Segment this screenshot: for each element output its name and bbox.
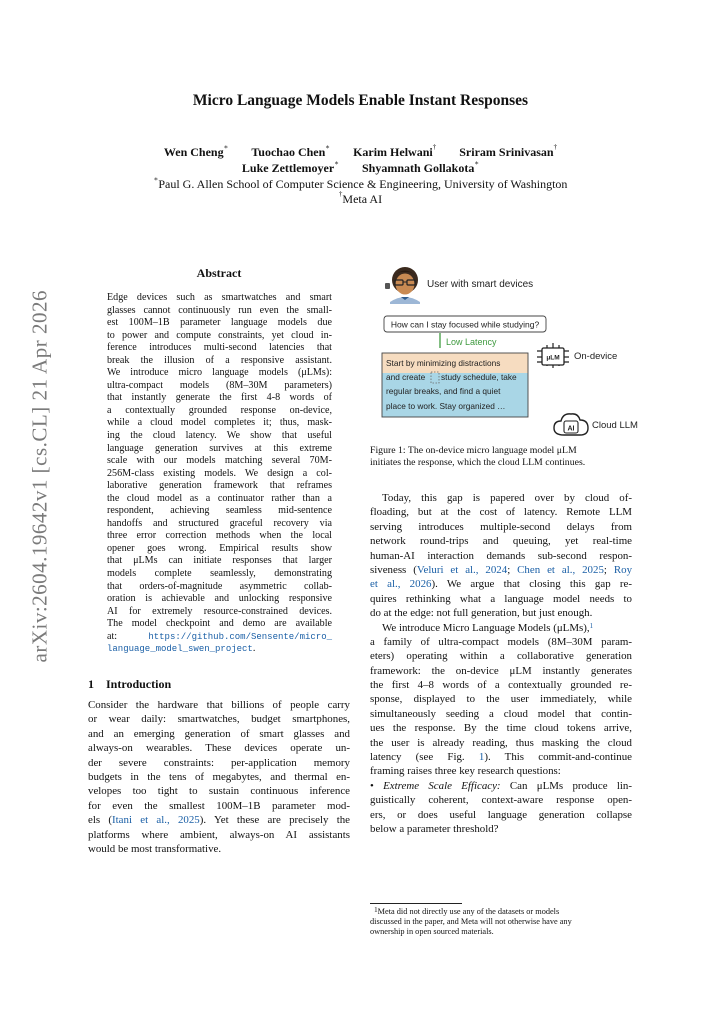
response-line: and create [386,372,426,382]
bullet-icon: • [370,779,374,792]
abstract-line: laborative generation framework that reframes [107,480,332,492]
github-link-cont[interactable]: language_model_swen_project [107,644,253,655]
text-line: platforms where ambient, always-on AI assistants [88,828,350,841]
abstract-line: the cloud model as a continuator rather than a [107,492,332,504]
github-link[interactable]: https://github.com/Sensente/micro_ [148,631,332,642]
text-line: der severe constraints: per-application memory [88,756,350,769]
arxiv-identifier: arXiv:2604.19642v1 [cs.CL] 21 Apr 2026 [27,290,52,663]
abstract-line: models complete seamlessly, demonstrating [107,568,332,580]
text-line: siveness (Veluri et al., 2024; Chen et al., 2025; Roy [370,563,633,576]
figure-ref-link[interactable]: 1 [478,751,485,764]
abstract-line: 256M-class existing models. We design a col- [107,467,332,479]
abstract-line: scale with our models matching several 70M- [107,455,332,467]
author: Luke Zettlemoyer∗ [241,159,339,175]
text-line: framework: the on-device μLM instantly generates [370,664,632,677]
author: Wen Cheng∗ [163,143,229,159]
text-line: budgets in the tens of megabytes, and thermal en- [88,770,350,783]
text-line: human-AI interaction demands sub-second respon- [370,549,632,562]
abstract-link-line: at: https://github.com/Sensente/micro_ [107,630,332,642]
right-column-text [370,491,632,836]
text-line: eters) operating within a collaborative generation [370,650,632,663]
affiliation-uw: ∗Paul G. Allen School of Computer Science & Engineering, University of Washington [153,175,568,191]
footnote-ref[interactable]: 1 [589,621,594,630]
text-line: Consider the hardware that billions of people carry [88,699,350,711]
abstract-line: that μLMs can initiate responses that larger [107,555,332,567]
text-line: network round-trips and queuing, yet real-time [370,535,632,548]
abstract-line: language generation survives at this extreme [107,442,332,454]
abstract-line: oration is achievable and unlocking responsive [107,593,332,605]
text-line: sponse, displayed to the user immediately, while [370,693,632,706]
cloud-icon [554,414,588,435]
citation-link[interactable]: Itani et al., 2025 [112,814,200,827]
response-line: Start by minimizing distractions [386,358,501,368]
abstract-line: a contextually grounded response on-device, [107,404,332,416]
abstract-line: that instantly generate the first 4-8 words of [107,392,332,404]
text-line: ers, or does useful language generation collapse [370,808,632,821]
svg-text:AI: AI [567,425,575,433]
abstract-line: est 100M–1B parameter language models due [107,317,332,329]
question-text: How can I stay focused while studying? [390,319,540,330]
author: Karim Helwani† [353,143,437,159]
abstract-line: The model checkpoint and demo are available [107,618,332,630]
abstract-line: handoffs and structured graceful recovery via [107,517,332,529]
on-device-label: On-device [574,351,618,362]
abstract-line: opener goes wrong. Empirical results show [107,542,332,554]
svg-text:μLM: μLM [546,354,560,362]
figure-caption: Figure 1: The on-device micro language model μLM initiates the response, which the cloud LLM continues. [370,445,586,469]
abstract-line: glasses cannot continuously run even the small- [107,304,332,316]
text-line: and an emerging generation of smart glasses and [88,727,350,740]
abstract-line: while a cloud model completes it; thus, mask- [107,417,332,429]
text-line: would be most transformative. [88,842,222,855]
text-line: framing raises three key research questions: [370,765,561,778]
text-line: velopes too tight to sustain continuous inference [88,785,350,798]
affiliation-meta: †Meta AI [338,190,383,206]
citation-link[interactable]: Roy [613,563,633,576]
text-line: quires rethinking what a language model needs to [370,592,632,605]
citation-link[interactable]: et al., 2026 [370,578,432,591]
text-line: guistically coherent, context-aware response open- [370,794,632,807]
footnote-rule [370,903,462,904]
abstract-line: ference introduces multi-second latencies that [107,342,332,354]
citation-link[interactable]: Veluri et al., 2024 [416,563,508,576]
abstract-line: We introduce micro language models (μLMs): [107,367,332,379]
abstract-heading: Abstract [196,266,242,280]
text-line: Today, this gap is papered over by cloud of- [382,492,632,504]
text-line: do at the edge: not full generation, but just enough. [370,607,593,620]
text-line: serving introduces multiple-second delays from [370,520,632,533]
text-line: the first 4–8 words of a contextually grounded re- [370,679,632,692]
text-line: latency (see Fig. 1). This commit-and-continue [370,751,632,764]
user-label: User with smart devices [427,279,534,290]
response-line: study schedule, take [441,372,517,382]
chip-icon [537,343,569,368]
author: Sriram Srinivasan† [459,143,558,159]
text-line: ues the response. By the time cloud tokens arrive, [370,722,632,735]
abstract-line: AI for extremely resource-constrained devices. [107,605,332,617]
author-row-2 [0,161,721,176]
cloud-label: Cloud LLM [592,420,638,431]
abstract-body [107,292,332,656]
text-line: We introduce Micro Language Models (μLMs),$^1$ [382,621,594,634]
intro-paragraph [88,698,350,856]
abstract-line: respondent, achieving seamless mid-sentence [107,505,332,517]
footnote: $^1$Meta did not directly use any of the datasets or models discussed in the paper, and Meta will not otherwise have any ownership in open sourced materials. [370,906,572,937]
abstract-link-line: language_model_swen_project. [107,643,256,655]
text-line: els (Itani et al., 2025). Yet these are precisely the [88,814,350,827]
author: Tuochao Chen∗ [251,143,331,159]
text-line: below a parameter threshold? [370,822,499,835]
response-line: place to work. Stay organized … [386,401,506,411]
user-avatar-icon [385,267,420,304]
abstract-line: that orders-of-magnitude asymmetric collab- [107,580,332,592]
text-line: et al., 2026). We argue that closing this gap re- [370,578,632,591]
figure-1 [370,262,650,442]
text-line: or wear daily: smartwatches, budget smartphones, [88,713,350,726]
section-heading: 1 Introduction [88,677,172,691]
abstract-line: Edge devices such as smartwatches and smart [107,292,332,303]
text-line: the user is already reading, thus masking the cloud [370,736,632,749]
author: Shyamnath Gollakota∗ [361,159,480,175]
text-line: always-on wearables. These devices operate un- [88,742,350,755]
abstract-line: ultra-compact models (8M–30M parameters) [107,379,332,391]
abstract-line: break the illusion of a responsive assistant. [107,354,332,366]
paper-title: Micro Language Models Enable Instant Responses [192,92,529,109]
text-line: for even the smallest 100M–1B parameter mod- [88,799,350,812]
text-line: simultaneously seeding a cloud model that contin- [370,707,632,720]
author-row-1 [0,145,721,160]
response-line: regular breaks, and find a quiet [386,386,501,396]
abstract-line: to power and compute constraints, yet cloud in- [107,329,332,341]
abstract-line: three error correction methods when the local [107,530,332,542]
latency-label: Low Latency [446,337,497,347]
citation-link[interactable]: Chen et al., 2025 [517,563,604,576]
text-line: floading, but at the cost of latency. Remote LLM [370,506,632,519]
text-line: a family of ultra-compact models (8M–30M param- [370,635,632,648]
bullet-line: • Extreme Scale Efficacy: Can μLMs produce lin- [370,779,632,792]
abstract-line: ing the cloud latency. We show that useful [107,430,332,442]
